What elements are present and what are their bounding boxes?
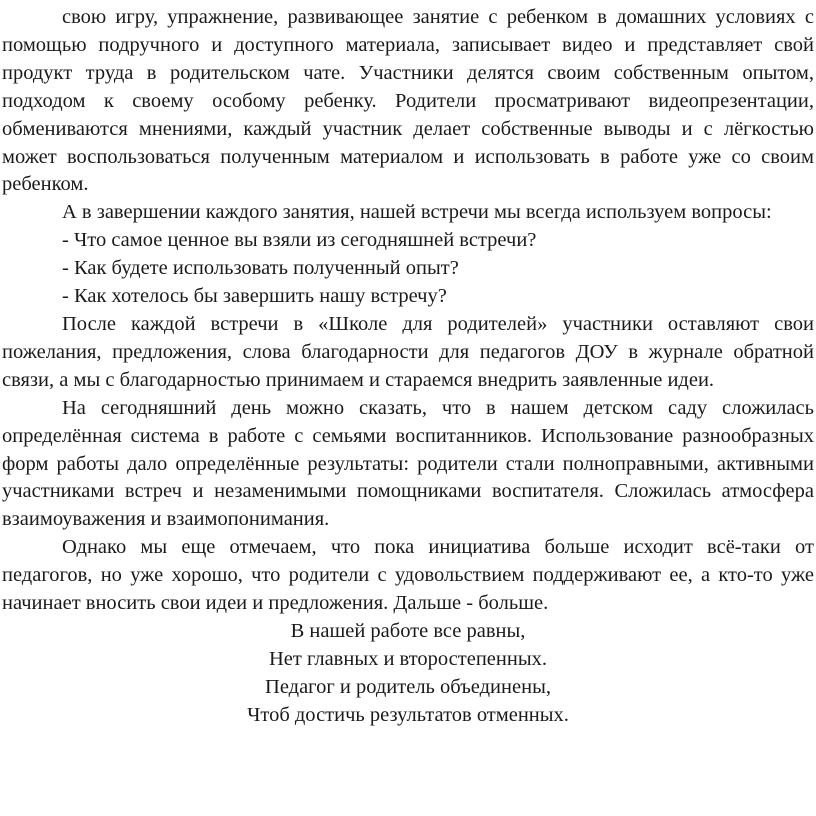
paragraph-results: На сегодняшний день можно сказать, что в нашем детском саду сложилась определённая система в работе с семьями воспитанников. Использование разнообразных форм работы дало определённые результаты: родители стали полноправными, активными участниками встреч и незаменимыми помощниками воспитателя. Сложилась атмосфера взаимоуважения и взаимопонимания.	[2, 396, 814, 531]
paragraph-initiative: Однако мы еще отмечаем, что пока инициатива больше исходит всё-таки от педагогов, но уже хорошо, что родители с удовольствием поддерживают ее, а кто-то уже начинает вносить свои идеи и предложения. Дальше - больше.	[2, 536, 814, 615]
poem-line-1: В нашей работе все равны,	[290, 619, 526, 642]
paragraph-text: А в завершении каждого занятия, нашей встречи мы всегда используем вопросы:	[62, 201, 772, 224]
question-item-1: - Что самое ценное вы взяли из сегодняшней встречи?	[62, 229, 537, 252]
poem-line-2: Нет главных и второстепенных.	[268, 647, 547, 670]
paragraph-continuation	[2, 4, 814, 199]
paragraph-text: свою игру, упражнение, развивающее занятие с ребенком в домашних условиях с помощью подручного и доступного материала, записывает видео и представляет свой продукт труда в родительском чате. Участники делятся своим собственным опытом, подходом к своему особому ребенку. Родители просматривают видеопрезентации, обмениваются мнениями, каждый участник делает собственные выводы и с лёгкостью может воспользоваться полученным материалом и использовать в работе уже со своим ребенком.	[2, 6, 814, 196]
paragraph-questions-intro	[2, 199, 814, 227]
paragraph-feedback: После каждой встречи в «Школе для родителей» участники оставляют свои пожелания, предложения, слова благодарности для педагогов ДОУ в журнале обратной связи, а мы с благодарностью принимаем и стараемся внедрить заявленные идеи.	[2, 312, 814, 391]
question-item-2: - Как будете использовать полученный опыт?	[62, 257, 459, 280]
question-item-3: - Как хотелось бы завершить нашу встречу?	[62, 285, 447, 308]
poem-line-4: Чтоб достичь результатов отменных.	[247, 703, 569, 726]
poem-line-3: Педагог и родитель объединены,	[265, 675, 551, 698]
closing-poem	[2, 618, 814, 730]
